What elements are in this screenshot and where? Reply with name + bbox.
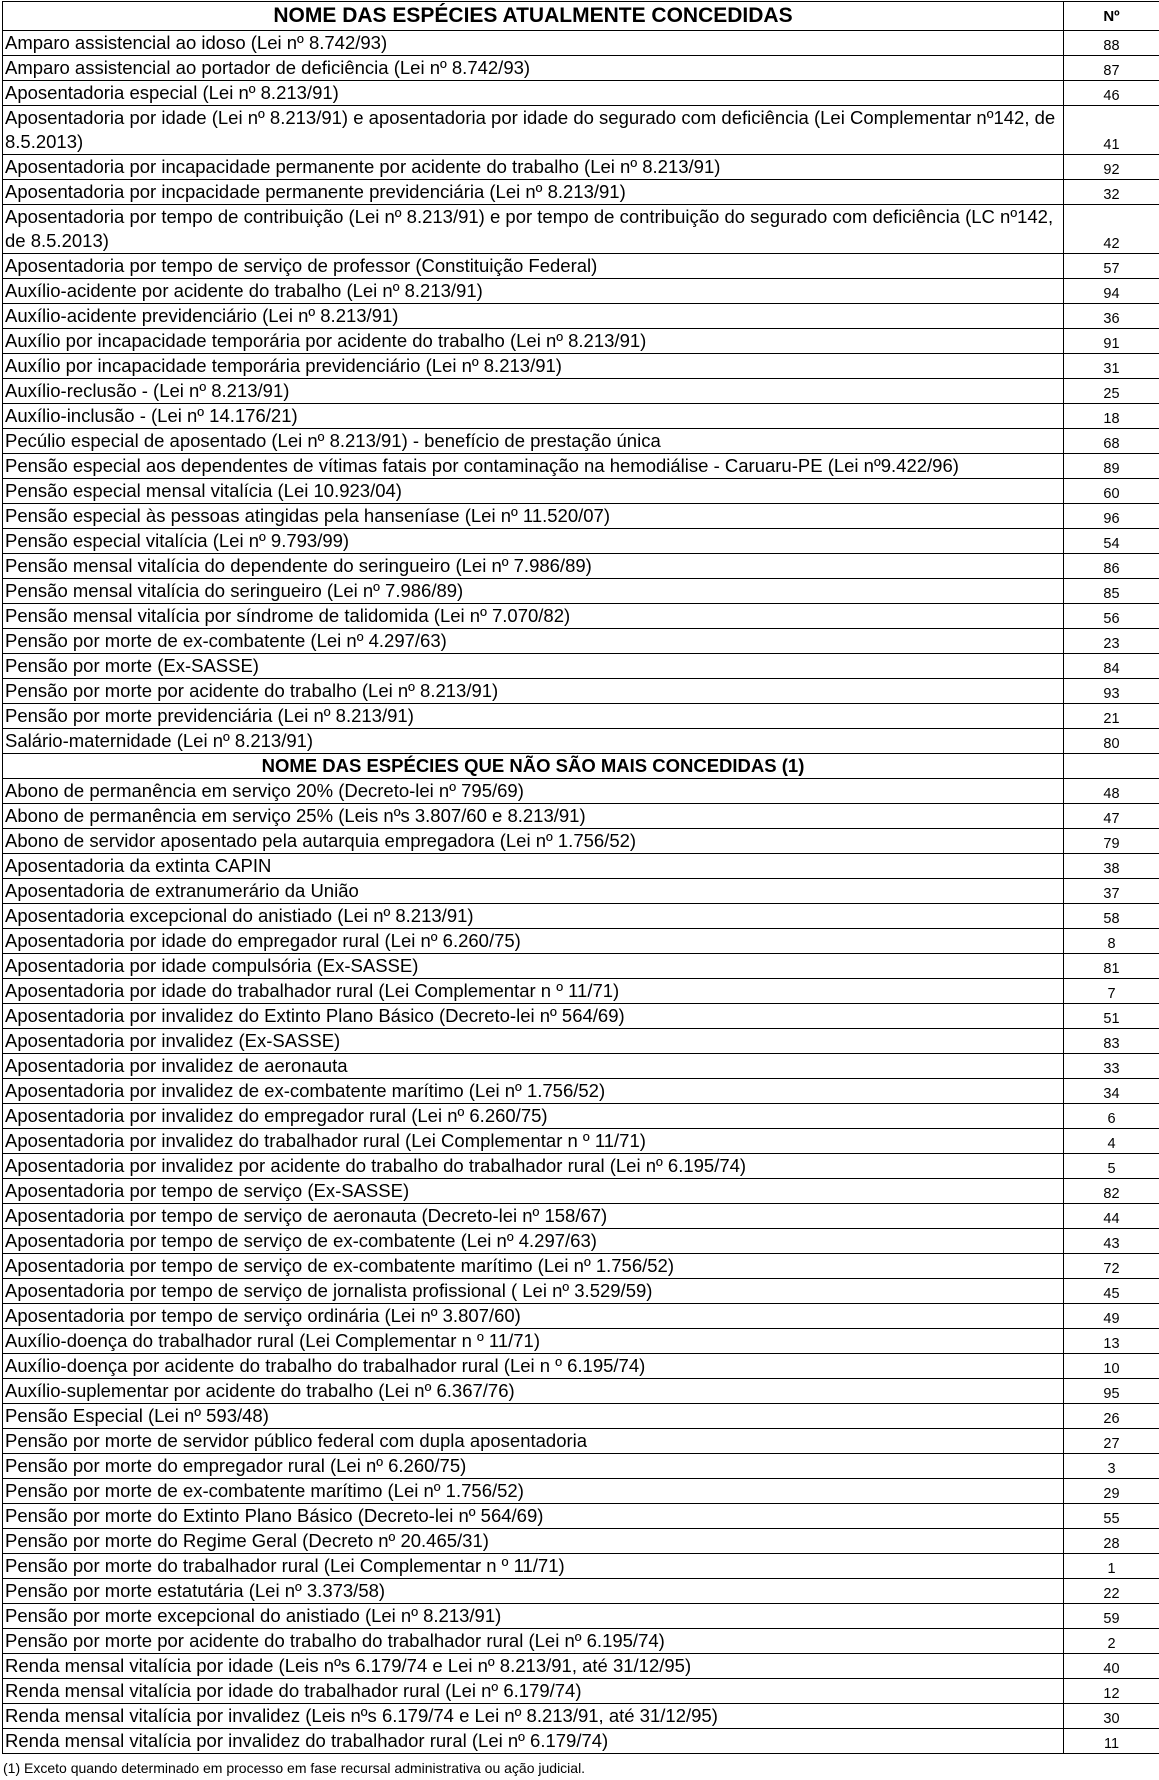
species-name: Aposentadoria por tempo de serviço de jornalista profissional ( Lei nº 3.529/59)	[3, 1279, 1064, 1304]
species-name: Renda mensal vitalícia por invalidez (Leis nºs 6.179/74 e Lei nº 8.213/91, até 31/12/95)	[3, 1704, 1064, 1729]
table-row	[3, 554, 1159, 579]
species-name: Pensão especial vitalícia (Lei nº 9.793/99)	[3, 529, 1064, 554]
table-row	[3, 205, 1159, 254]
species-code: 83	[1064, 1029, 1159, 1054]
species-name: Renda mensal vitalícia por invalidez do trabalhador rural (Lei nº 6.179/74)	[3, 1729, 1064, 1754]
table-row	[3, 1729, 1159, 1754]
table-row	[3, 1679, 1159, 1704]
species-name: Aposentadoria por idade (Lei nº 8.213/91) e aposentadoria por idade do segurado com deficiência (Lei Complementar nº142, de 8.5.2013)	[3, 106, 1064, 155]
species-name: Pensão Especial (Lei nº 593/48)	[3, 1404, 1064, 1429]
species-code: 4	[1064, 1129, 1159, 1154]
species-code: 34	[1064, 1079, 1159, 1104]
species-code: 32	[1064, 180, 1159, 205]
species-code: 89	[1064, 454, 1159, 479]
section-title-discontinued: NOME DAS ESPÉCIES QUE NÃO SÃO MAIS CONCEDIDAS (1)	[3, 754, 1064, 779]
species-code: 94	[1064, 279, 1159, 304]
table-row	[3, 854, 1159, 879]
current-species-list	[3, 31, 1159, 754]
species-name: Aposentadoria por idade compulsória (Ex-SASSE)	[3, 954, 1064, 979]
table-row	[3, 704, 1159, 729]
table-row	[3, 1579, 1159, 1604]
species-code: 85	[1064, 579, 1159, 604]
table-row	[3, 1079, 1159, 1104]
species-code: 8	[1064, 929, 1159, 954]
table-row	[3, 379, 1159, 404]
table-row	[3, 1229, 1159, 1254]
species-code: 1	[1064, 1554, 1159, 1579]
table-row	[3, 1029, 1159, 1054]
species-name: Amparo assistencial ao portador de deficiência (Lei nº 8.742/93)	[3, 56, 1064, 81]
species-code: 45	[1064, 1279, 1159, 1304]
species-code: 48	[1064, 779, 1159, 804]
species-name: Auxílio-inclusão - (Lei nº 14.176/21)	[3, 404, 1064, 429]
species-name: Pensão especial aos dependentes de vítimas fatais por contaminação na hemodiálise - Caruaru-PE (Lei nº9.422/96)	[3, 454, 1064, 479]
species-code: 72	[1064, 1254, 1159, 1279]
species-code: 26	[1064, 1404, 1159, 1429]
footnote: (1) Exceto quando determinado em processo em fase recursal administrativa ou ação judicial.	[3, 1760, 586, 1776]
species-code: 2	[1064, 1629, 1159, 1654]
section-title-current: NOME DAS ESPÉCIES ATUALMENTE CONCEDIDAS	[3, 2, 1064, 31]
species-code: 22	[1064, 1579, 1159, 1604]
species-code: 36	[1064, 304, 1159, 329]
species-code: 44	[1064, 1204, 1159, 1229]
species-code: 3	[1064, 1454, 1159, 1479]
table-row	[3, 979, 1159, 1004]
table-row	[3, 729, 1159, 754]
table-row	[3, 679, 1159, 704]
table-row	[3, 1554, 1159, 1579]
species-code: 43	[1064, 1229, 1159, 1254]
species-name: Aposentadoria por tempo de serviço de ex-combatente (Lei nº 4.297/63)	[3, 1229, 1064, 1254]
species-code: 21	[1064, 704, 1159, 729]
species-name: Pensão por morte de ex-combatente marítimo (Lei nº 1.756/52)	[3, 1479, 1064, 1504]
species-name: Aposentadoria por invalidez por acidente do trabalho do trabalhador rural (Lei nº 6.195/74)	[3, 1154, 1064, 1179]
species-name: Aposentadoria por invalidez do Extinto Plano Básico (Decreto-lei nº 564/69)	[3, 1004, 1064, 1029]
species-code: 5	[1064, 1154, 1159, 1179]
species-name: Aposentadoria por idade do trabalhador rural (Lei Complementar n º 11/71)	[3, 979, 1064, 1004]
species-name: Auxílio-doença por acidente do trabalho do trabalhador rural (Lei n º 6.195/74)	[3, 1354, 1064, 1379]
table-row	[3, 1179, 1159, 1204]
species-code: 51	[1064, 1004, 1159, 1029]
species-name: Pensão por morte do Regime Geral (Decreto nº 20.465/31)	[3, 1529, 1064, 1554]
species-code: 57	[1064, 254, 1159, 279]
table-row	[3, 1529, 1159, 1554]
table-row	[3, 654, 1159, 679]
species-name: Auxílio-reclusão - (Lei nº 8.213/91)	[3, 379, 1064, 404]
species-code: 92	[1064, 155, 1159, 180]
species-code: 60	[1064, 479, 1159, 504]
table-row	[3, 1429, 1159, 1454]
species-name: Aposentadoria por invalidez de ex-combatente marítimo (Lei nº 1.756/52)	[3, 1079, 1064, 1104]
species-name: Auxílio por incapacidade temporária previdenciário (Lei nº 8.213/91)	[3, 354, 1064, 379]
species-code: 30	[1064, 1704, 1159, 1729]
species-name: Aposentadoria de extranumerário da União	[3, 879, 1064, 904]
species-name: Pensão por morte por acidente do trabalho (Lei nº 8.213/91)	[3, 679, 1064, 704]
table-row	[3, 1329, 1159, 1354]
table-row	[3, 1404, 1159, 1429]
species-code: 25	[1064, 379, 1159, 404]
species-name: Abono de permanência em serviço 20% (Decreto-lei nº 795/69)	[3, 779, 1064, 804]
table-row	[3, 404, 1159, 429]
table-row	[3, 1454, 1159, 1479]
table-row	[3, 56, 1159, 81]
table-row	[3, 1129, 1159, 1154]
table-row	[3, 579, 1159, 604]
species-code: 13	[1064, 1329, 1159, 1354]
table-row	[3, 479, 1159, 504]
species-name: Auxílio por incapacidade temporária por acidente do trabalho (Lei nº 8.213/91)	[3, 329, 1064, 354]
species-name: Amparo assistencial ao idoso (Lei nº 8.742/93)	[3, 31, 1064, 56]
table-row	[3, 106, 1159, 155]
species-name: Abono de servidor aposentado pela autarquia empregadora (Lei nº 1.756/52)	[3, 829, 1064, 854]
species-code: 33	[1064, 1054, 1159, 1079]
species-name: Pensão por morte do Extinto Plano Básico (Decreto-lei nº 564/69)	[3, 1504, 1064, 1529]
species-code: 79	[1064, 829, 1159, 854]
table-row	[3, 429, 1159, 454]
species-name: Aposentadoria por tempo de serviço de aeronauta (Decreto-lei nº 158/67)	[3, 1204, 1064, 1229]
species-name: Pensão especial às pessoas atingidas pela hanseníase (Lei nº 11.520/07)	[3, 504, 1064, 529]
species-table-sheet	[2, 1, 1159, 1754]
table-row	[3, 329, 1159, 354]
table-row	[3, 1704, 1159, 1729]
species-code: 84	[1064, 654, 1159, 679]
species-code: 59	[1064, 1604, 1159, 1629]
species-code: 37	[1064, 879, 1159, 904]
table-row	[3, 1354, 1159, 1379]
table-row	[3, 354, 1159, 379]
table-row	[3, 1504, 1159, 1529]
species-name: Pensão especial mensal vitalícia (Lei 10.923/04)	[3, 479, 1064, 504]
species-code: 86	[1064, 554, 1159, 579]
table-row	[3, 804, 1159, 829]
section-number-cell	[1064, 754, 1159, 779]
table-row	[3, 1254, 1159, 1279]
table-row	[3, 1154, 1159, 1179]
table-row	[3, 529, 1159, 554]
species-name: Pensão mensal vitalícia do dependente do seringueiro (Lei nº 7.986/89)	[3, 554, 1064, 579]
species-code: 56	[1064, 604, 1159, 629]
species-code: 88	[1064, 31, 1159, 56]
table-row	[3, 1654, 1159, 1679]
species-name: Auxílio-acidente por acidente do trabalho (Lei nº 8.213/91)	[3, 279, 1064, 304]
species-code: 29	[1064, 1479, 1159, 1504]
species-name: Pensão por morte do empregador rural (Lei nº 6.260/75)	[3, 1454, 1064, 1479]
table-row	[3, 304, 1159, 329]
species-name: Pecúlio especial de aposentado (Lei nº 8.213/91) - benefício de prestação única	[3, 429, 1064, 454]
species-code: 38	[1064, 854, 1159, 879]
species-name: Aposentadoria por incapacidade permanente por acidente do trabalho (Lei nº 8.213/91)	[3, 155, 1064, 180]
table-row	[3, 504, 1159, 529]
table-row	[3, 254, 1159, 279]
table-row	[3, 180, 1159, 205]
species-name: Aposentadoria por invalidez do empregador rural (Lei nº 6.260/75)	[3, 1104, 1064, 1129]
species-name: Aposentadoria excepcional do anistiado (Lei nº 8.213/91)	[3, 904, 1064, 929]
table-row	[3, 1629, 1159, 1654]
table-row	[3, 1104, 1159, 1129]
species-name: Aposentadoria especial (Lei nº 8.213/91)	[3, 81, 1064, 106]
table-row	[3, 929, 1159, 954]
species-code: 42	[1064, 205, 1159, 254]
species-code: 23	[1064, 629, 1159, 654]
species-name: Aposentadoria por tempo de serviço ordinária (Lei nº 3.807/60)	[3, 1304, 1064, 1329]
species-name: Aposentadoria por idade do empregador rural (Lei nº 6.260/75)	[3, 929, 1064, 954]
table-row	[3, 904, 1159, 929]
species-code: 55	[1064, 1504, 1159, 1529]
species-code: 7	[1064, 979, 1159, 1004]
species-name: Aposentadoria por tempo de serviço de professor (Constituição Federal)	[3, 254, 1064, 279]
species-table	[2, 1, 1159, 1754]
species-code: 82	[1064, 1179, 1159, 1204]
species-code: 49	[1064, 1304, 1159, 1329]
table-row	[3, 81, 1159, 106]
table-row	[3, 1604, 1159, 1629]
species-code: 95	[1064, 1379, 1159, 1404]
table-row	[3, 604, 1159, 629]
table-row	[3, 954, 1159, 979]
species-name: Auxílio-acidente previdenciário (Lei nº 8.213/91)	[3, 304, 1064, 329]
species-code: 96	[1064, 504, 1159, 529]
species-name: Renda mensal vitalícia por idade do trabalhador rural (Lei nº 6.179/74)	[3, 1679, 1064, 1704]
species-code: 91	[1064, 329, 1159, 354]
species-code: 47	[1064, 804, 1159, 829]
table-row	[3, 31, 1159, 56]
table-row	[3, 1379, 1159, 1404]
table-row	[3, 829, 1159, 854]
species-name: Aposentadoria da extinta CAPIN	[3, 854, 1064, 879]
species-code: 58	[1064, 904, 1159, 929]
species-code: 31	[1064, 354, 1159, 379]
species-name: Aposentadoria por invalidez do trabalhador rural (Lei Complementar n º 11/71)	[3, 1129, 1064, 1154]
species-name: Aposentadoria por incpacidade permanente previdenciária (Lei nº 8.213/91)	[3, 180, 1064, 205]
species-name: Pensão por morte previdenciária (Lei nº 8.213/91)	[3, 704, 1064, 729]
table-row	[3, 1054, 1159, 1079]
species-name: Auxílio-suplementar por acidente do trabalho (Lei nº 6.367/76)	[3, 1379, 1064, 1404]
species-code: 28	[1064, 1529, 1159, 1554]
species-name: Pensão mensal vitalícia do seringueiro (Lei nº 7.986/89)	[3, 579, 1064, 604]
species-name: Renda mensal vitalícia por idade (Leis nºs 6.179/74 e Lei nº 8.213/91, até 31/12/95)	[3, 1654, 1064, 1679]
table-row	[3, 629, 1159, 654]
species-name: Pensão mensal vitalícia por síndrome de talidomida (Lei nº 7.070/82)	[3, 604, 1064, 629]
table-row	[3, 1304, 1159, 1329]
species-name: Salário-maternidade (Lei nº 8.213/91)	[3, 729, 1064, 754]
species-code: 80	[1064, 729, 1159, 754]
species-code: 10	[1064, 1354, 1159, 1379]
species-name: Auxílio-doença do trabalhador rural (Lei Complementar n º 11/71)	[3, 1329, 1064, 1354]
species-code: 54	[1064, 529, 1159, 554]
table-row	[3, 779, 1159, 804]
species-name: Aposentadoria por tempo de serviço de ex-combatente marítimo (Lei nº 1.756/52)	[3, 1254, 1064, 1279]
species-name: Pensão por morte por acidente do trabalho do trabalhador rural (Lei nº 6.195/74)	[3, 1629, 1064, 1654]
species-code: 87	[1064, 56, 1159, 81]
table-row	[3, 879, 1159, 904]
section-header-row	[3, 754, 1159, 779]
species-code: 93	[1064, 679, 1159, 704]
species-name: Pensão por morte de ex-combatente (Lei nº 4.297/63)	[3, 629, 1064, 654]
species-name: Aposentadoria por invalidez de aeronauta	[3, 1054, 1064, 1079]
species-code: 27	[1064, 1429, 1159, 1454]
species-name: Pensão por morte estatutária (Lei nº 3.373/58)	[3, 1579, 1064, 1604]
species-name: Pensão por morte de servidor público federal com dupla aposentadoria	[3, 1429, 1064, 1454]
species-name: Abono de permanência em serviço 25% (Leis nºs 3.807/60 e 8.213/91)	[3, 804, 1064, 829]
table-row	[3, 1479, 1159, 1504]
table-row	[3, 1004, 1159, 1029]
discontinued-species-list	[3, 779, 1159, 1754]
header-row	[3, 2, 1159, 31]
species-name: Aposentadoria por invalidez (Ex-SASSE)	[3, 1029, 1064, 1054]
species-code: 68	[1064, 429, 1159, 454]
species-name: Pensão por morte excepcional do anistiado (Lei nº 8.213/91)	[3, 1604, 1064, 1629]
table-row	[3, 279, 1159, 304]
table-row	[3, 1279, 1159, 1304]
species-name: Aposentadoria por tempo de contribuição (Lei nº 8.213/91) e por tempo de contribuição do segurado com deficiência (LC nº142, de 8.5.2013)	[3, 205, 1064, 254]
species-code: 6	[1064, 1104, 1159, 1129]
species-code: 40	[1064, 1654, 1159, 1679]
species-name: Aposentadoria por tempo de serviço (Ex-SASSE)	[3, 1179, 1064, 1204]
species-code: 81	[1064, 954, 1159, 979]
table-row	[3, 1204, 1159, 1229]
table-row	[3, 454, 1159, 479]
species-code: 41	[1064, 106, 1159, 155]
species-code: 12	[1064, 1679, 1159, 1704]
table-row	[3, 155, 1159, 180]
species-name: Pensão por morte (Ex-SASSE)	[3, 654, 1064, 679]
species-name: Pensão por morte do trabalhador rural (Lei Complementar n º 11/71)	[3, 1554, 1064, 1579]
species-code: 11	[1064, 1729, 1159, 1754]
number-column-header: Nº	[1064, 2, 1159, 31]
species-code: 46	[1064, 81, 1159, 106]
species-code: 18	[1064, 404, 1159, 429]
